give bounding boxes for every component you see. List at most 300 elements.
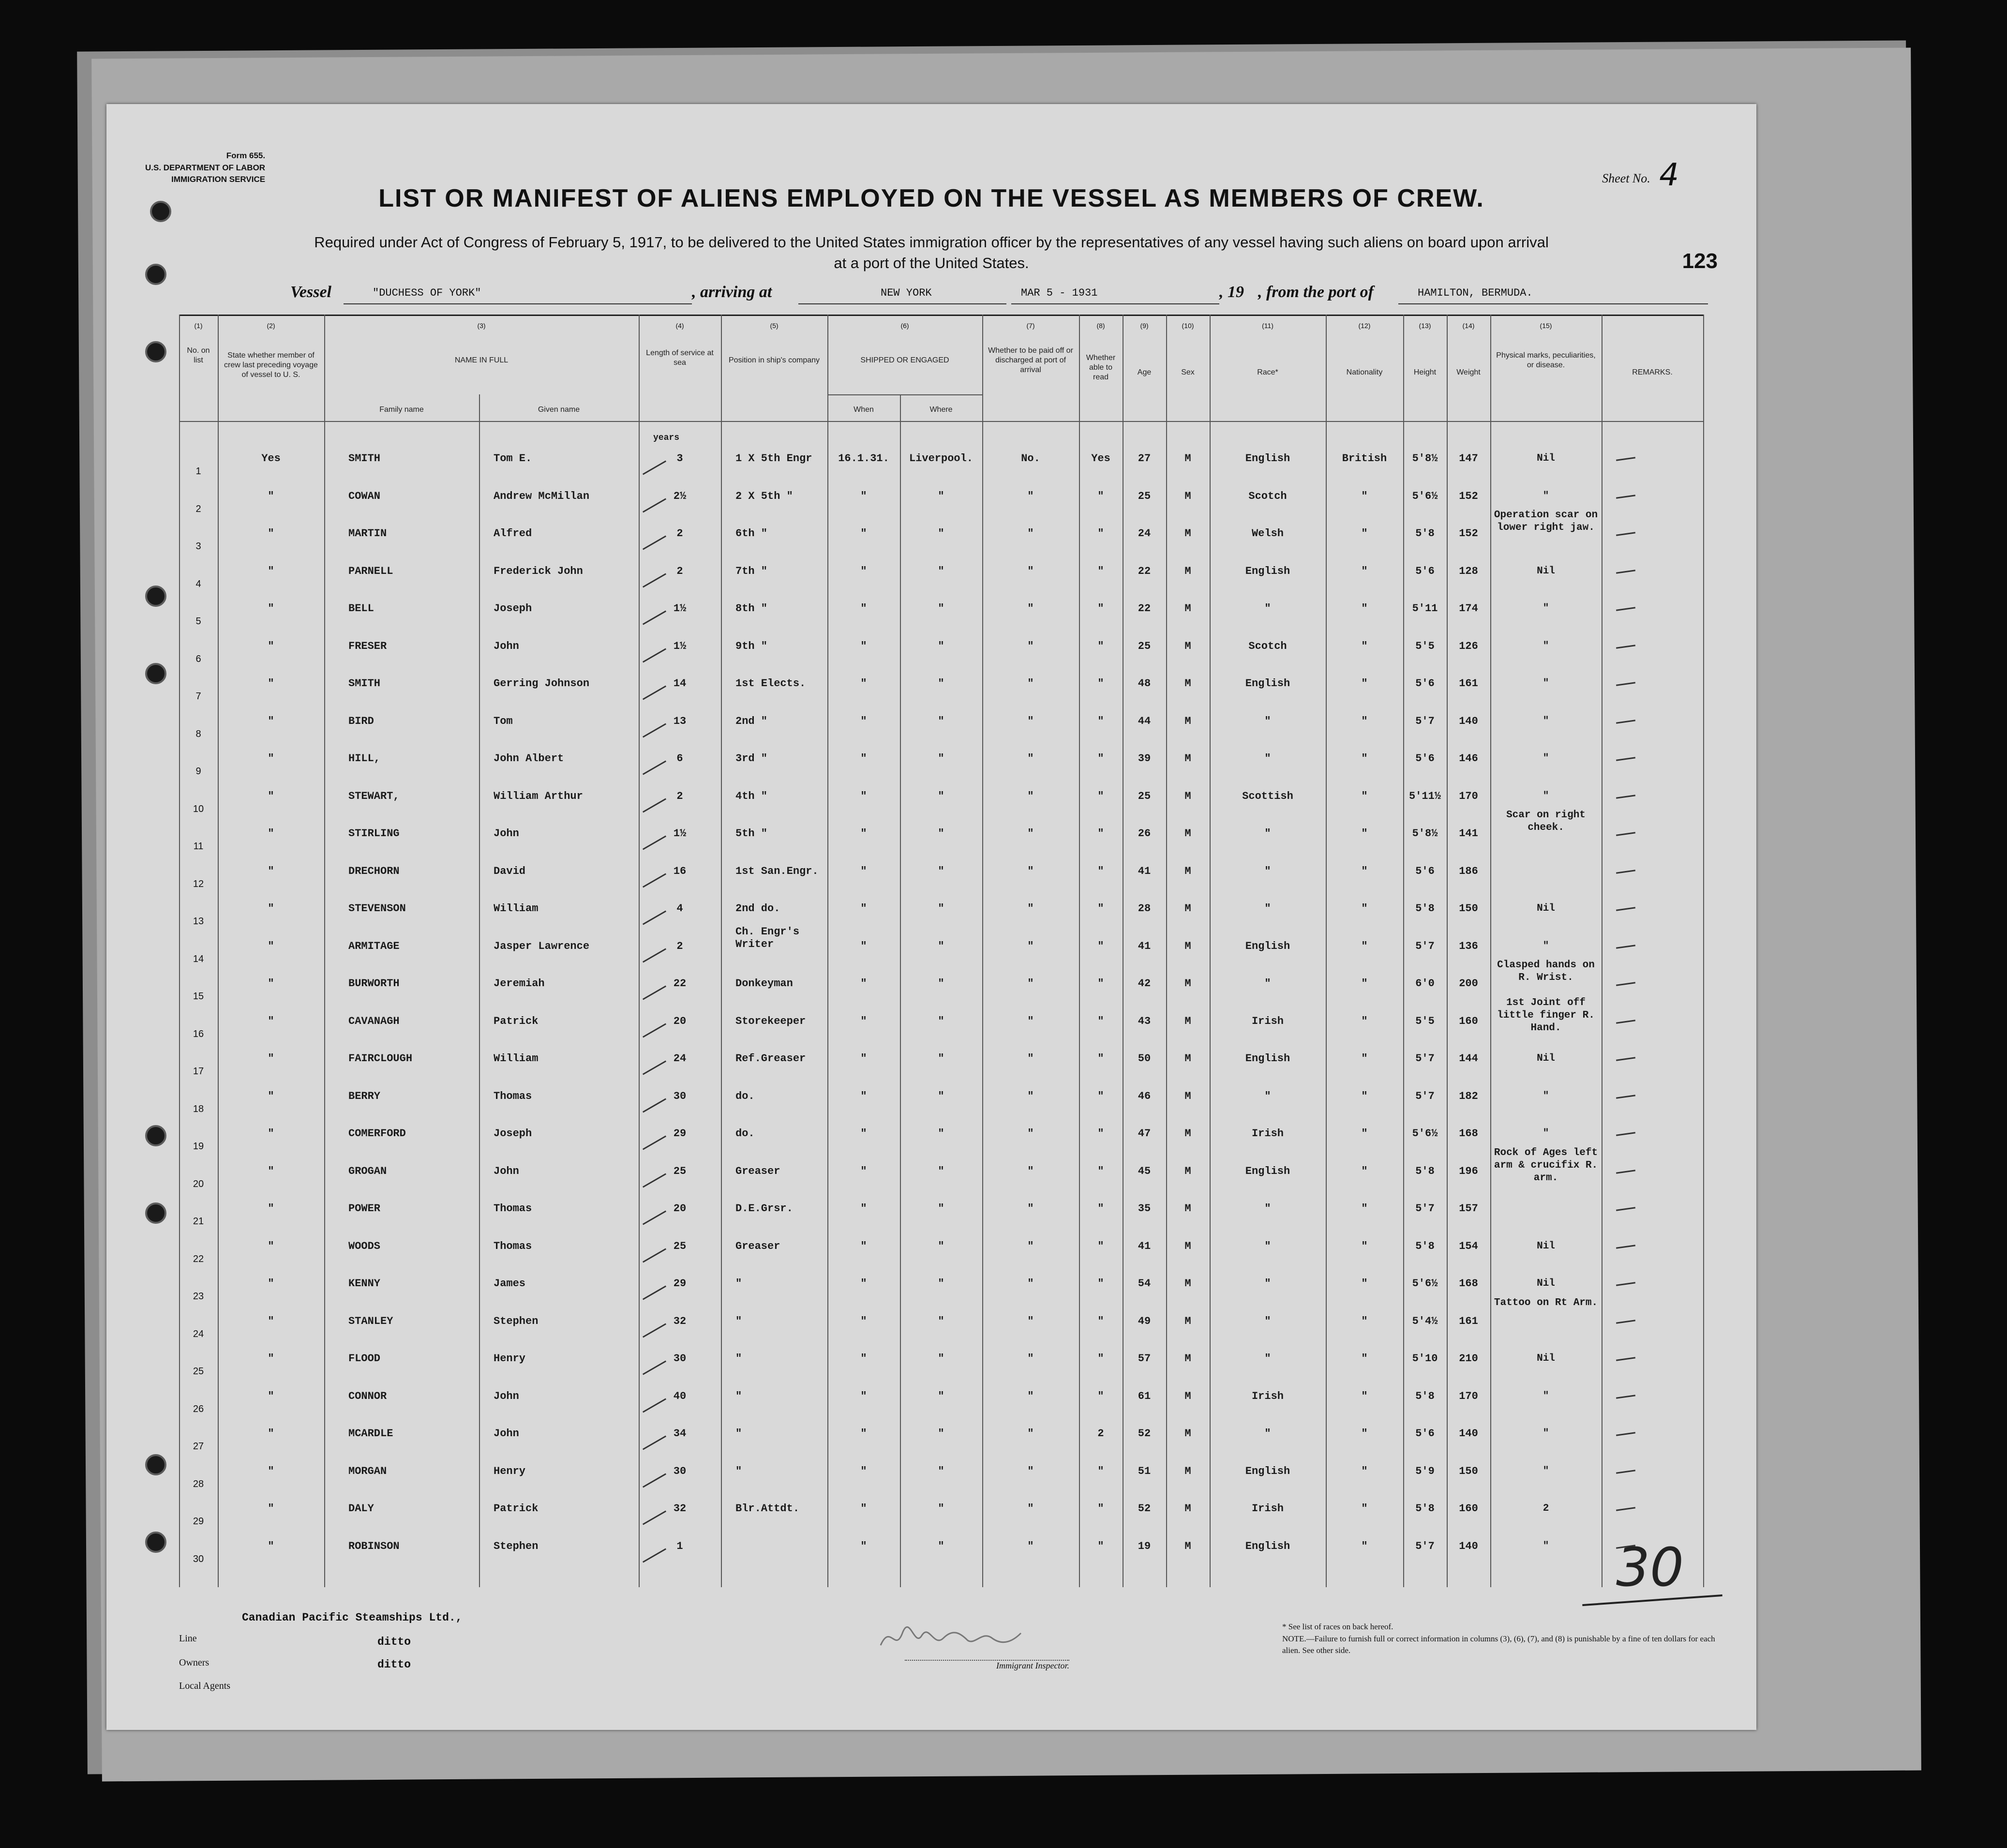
cell-read: " <box>1097 565 1104 577</box>
cell-height: 5'4½ <box>1412 1315 1438 1327</box>
cell-nat: " <box>1361 790 1368 802</box>
cell-paid: " <box>1027 640 1034 652</box>
cell-race: English <box>1245 677 1290 690</box>
column-rule <box>721 315 722 1587</box>
cell-prev: " <box>268 1240 274 1252</box>
agents-label: Local Agents <box>179 1681 231 1691</box>
cell-paid: " <box>1027 490 1034 502</box>
vessel-line <box>290 283 1718 308</box>
cell-paid: " <box>1027 790 1034 802</box>
cell-weight: 157 <box>1459 1202 1478 1215</box>
cell-read: " <box>1097 827 1104 840</box>
cell-sex: M <box>1184 527 1191 540</box>
cell-given: Henry <box>494 1465 526 1477</box>
cell-age: 57 <box>1138 1352 1151 1365</box>
cell-weight: 174 <box>1459 602 1478 615</box>
remark-check-mark <box>1616 607 1635 611</box>
column-header: Nationality <box>1346 368 1383 376</box>
remark-check-mark <box>1616 1095 1635 1099</box>
cell-when: " <box>860 1015 867 1027</box>
cell-given: Gerring Johnson <box>494 677 590 690</box>
cell-age: 54 <box>1138 1277 1151 1290</box>
cell-read: " <box>1097 1052 1104 1065</box>
cell-service: 2 <box>676 940 683 952</box>
cell-weight: 210 <box>1459 1352 1478 1365</box>
cell-when: " <box>860 1202 867 1215</box>
cell-nat: British <box>1342 452 1387 465</box>
cell-position: Ref.Greaser <box>735 1052 806 1065</box>
cell-age: 50 <box>1138 1052 1151 1065</box>
cell-age: 44 <box>1138 715 1151 727</box>
cell-race: " <box>1264 977 1271 990</box>
cell-marks: " <box>1543 753 1549 764</box>
cell-family: WOODS <box>348 1240 381 1252</box>
cell-read: " <box>1097 1240 1104 1252</box>
manifest-page <box>106 104 1756 1730</box>
cell-read: Yes <box>1091 452 1110 465</box>
cell-family: KENNY <box>348 1277 381 1290</box>
cell-service: 2 <box>676 565 683 577</box>
row-number: 1 <box>195 466 201 477</box>
cell-paid: " <box>1027 1540 1034 1552</box>
cell-position: Ch. Engr's Writer <box>735 925 800 950</box>
cell-sex: M <box>1184 790 1191 802</box>
remark-check-mark <box>1616 1245 1635 1249</box>
cell-where: " <box>938 1240 944 1252</box>
column-number: (13) <box>1419 322 1431 330</box>
row-number: 21 <box>193 1216 204 1227</box>
cell-given: William Arthur <box>494 790 583 802</box>
row-number: 26 <box>193 1403 204 1414</box>
column-header: State whether member of crew last preceding voyage of vessel to U. S. <box>224 351 318 379</box>
row-number: 10 <box>193 803 204 814</box>
cell-prev: " <box>268 940 274 952</box>
form-number: Form 655. <box>226 151 266 160</box>
row-number: 19 <box>193 1141 204 1152</box>
cell-service: 16 <box>673 865 687 877</box>
cell-given: Frederick John <box>494 565 583 577</box>
cell-nat: " <box>1361 865 1368 877</box>
cell-given: Alfred <box>494 527 532 540</box>
cell-race: Irish <box>1251 1502 1284 1515</box>
remark-check-mark <box>1616 982 1635 986</box>
remark-check-mark <box>1616 1170 1635 1174</box>
cell-weight: 150 <box>1459 1465 1478 1477</box>
remark-check-mark <box>1616 757 1635 761</box>
cell-where: " <box>938 1052 944 1065</box>
cell-sex: M <box>1184 1240 1191 1252</box>
cell-prev: " <box>268 1015 274 1027</box>
column-header: Physical marks, peculiarities, or disease. <box>1496 351 1596 369</box>
cell-position: Blr.Attdt. <box>735 1502 800 1515</box>
cell-height: 5'11 <box>1412 602 1438 615</box>
row-number: 30 <box>193 1553 204 1564</box>
remark-check-mark <box>1616 907 1635 911</box>
cell-weight: 200 <box>1459 977 1478 990</box>
remark-check-mark <box>1616 1320 1635 1324</box>
cell-position: Storekeeper <box>735 1015 806 1027</box>
cell-read: " <box>1097 715 1104 727</box>
cell-family: COMERFORD <box>348 1127 406 1140</box>
arriving-port: NEW YORK <box>881 287 932 299</box>
cell-position: " <box>735 1277 742 1290</box>
cell-height: 5'8 <box>1415 1390 1435 1402</box>
cell-marks: " <box>1543 678 1549 689</box>
remark-check-mark <box>1616 1357 1635 1361</box>
column-header: NAME IN FULL <box>454 356 509 364</box>
row-number: 14 <box>193 953 204 964</box>
cell-weight: 152 <box>1459 490 1478 502</box>
row-number: 25 <box>193 1366 204 1377</box>
cell-where: " <box>938 752 944 765</box>
cell-where: " <box>938 715 944 727</box>
cell-family: POWER <box>348 1202 381 1215</box>
cell-paid: " <box>1027 752 1034 765</box>
cell-marks: " <box>1543 715 1549 727</box>
cell-prev: " <box>268 1390 274 1402</box>
column-header: Race* <box>1257 368 1278 376</box>
cell-race: " <box>1264 902 1271 915</box>
cell-family: PARNELL <box>348 565 393 577</box>
cell-prev: " <box>268 902 274 915</box>
cell-given: Tom <box>494 715 513 727</box>
cell-weight: 170 <box>1459 790 1478 802</box>
cell-family: FAIRCLOUGH <box>348 1052 413 1065</box>
cell-prev: " <box>268 1052 274 1065</box>
cell-sex: M <box>1184 1315 1191 1327</box>
cell-sex: M <box>1184 1015 1191 1027</box>
from-label: , from the port of <box>1258 283 1374 301</box>
cell-read: " <box>1097 940 1104 952</box>
cell-marks: " <box>1543 1390 1549 1402</box>
cell-service: 1 <box>676 1540 683 1552</box>
row-number: 6 <box>195 653 201 664</box>
cell-given: Jasper Lawrence <box>494 940 590 952</box>
cell-prev: " <box>268 677 274 690</box>
cell-family: MARTIN <box>348 527 387 540</box>
cell-race: " <box>1264 1202 1271 1215</box>
cell-age: 41 <box>1138 865 1151 877</box>
remark-check-mark <box>1616 457 1635 461</box>
cell-age: 46 <box>1138 1090 1151 1102</box>
cell-prev: " <box>268 752 274 765</box>
punch-hole <box>145 264 166 285</box>
cell-read: " <box>1097 1090 1104 1102</box>
cell-paid: " <box>1027 602 1034 615</box>
cell-when: " <box>860 1352 867 1365</box>
cell-sex: M <box>1184 1465 1191 1477</box>
cell-prev: " <box>268 865 274 877</box>
cell-when: " <box>860 1502 867 1515</box>
cell-paid: " <box>1027 865 1034 877</box>
cell-marks: " <box>1543 1465 1549 1477</box>
cell-position: 8th " <box>735 602 768 615</box>
cell-height: 5'9 <box>1415 1465 1435 1477</box>
cell-race: " <box>1264 1240 1271 1252</box>
cell-when: " <box>860 1165 867 1177</box>
cell-sex: M <box>1184 602 1191 615</box>
cell-position: Greaser <box>735 1240 780 1252</box>
cell-sex: M <box>1184 1390 1191 1402</box>
cell-paid: " <box>1027 1127 1034 1140</box>
column-header: Sex <box>1181 368 1195 376</box>
cell-position: 7th " <box>735 565 768 577</box>
cell-age: 45 <box>1138 1165 1151 1177</box>
remark-check-mark <box>1616 1282 1635 1286</box>
remark-check-mark <box>1616 645 1635 649</box>
cell-sex: M <box>1184 452 1191 465</box>
cell-marks: Nil <box>1537 1053 1555 1064</box>
cell-weight: 136 <box>1459 940 1478 952</box>
cell-marks: Nil <box>1537 1240 1555 1252</box>
cell-family: SMITH <box>348 677 381 690</box>
cell-service: 13 <box>673 715 687 727</box>
cell-weight: 170 <box>1459 1390 1478 1402</box>
cell-read: " <box>1097 1390 1104 1402</box>
cell-where: " <box>938 1127 944 1140</box>
cell-where: " <box>938 490 944 502</box>
cell-when: " <box>860 1465 867 1477</box>
page-title: LIST OR MANIFEST OF ALIENS EMPLOYED ON THE VESSEL AS MEMBERS OF CREW. <box>378 184 1484 212</box>
cell-prev: " <box>268 977 274 990</box>
cell-age: 41 <box>1138 940 1151 952</box>
cell-weight: 144 <box>1459 1052 1478 1065</box>
cell-age: 24 <box>1138 527 1151 540</box>
races-note: * See list of races on back hereof. <box>1282 1622 1393 1631</box>
cell-nat: " <box>1361 940 1368 952</box>
cell-position: 6th " <box>735 527 768 540</box>
cell-position: " <box>735 1315 742 1327</box>
cell-marks: Clasped hands on R. Wrist. <box>1497 960 1595 984</box>
row-number: 27 <box>193 1441 204 1452</box>
cell-given: John <box>494 1427 519 1440</box>
cell-weight: 140 <box>1459 715 1478 727</box>
cell-given: John <box>494 827 519 840</box>
column-header: No. on list <box>187 346 210 364</box>
cell-nat: " <box>1361 1540 1368 1552</box>
owners-value: ditto <box>377 1636 411 1648</box>
column-number: (15) <box>1540 322 1552 330</box>
cell-weight: 141 <box>1459 827 1478 840</box>
cell-service: 3 <box>676 452 683 465</box>
cell-paid: " <box>1027 1240 1034 1252</box>
owners-label: Owners <box>179 1657 210 1668</box>
cell-given: David <box>494 865 526 877</box>
cell-when: " <box>860 602 867 615</box>
cell-when: " <box>860 715 867 727</box>
cell-prev: " <box>268 1202 274 1215</box>
cell-service: 30 <box>673 1090 687 1102</box>
subcolumn-header-given: Given name <box>538 406 580 414</box>
cell-nat: " <box>1361 602 1368 615</box>
remark-check-mark <box>1616 1132 1635 1136</box>
cell-height: 5'8 <box>1415 527 1435 540</box>
cell-where: Liverpool. <box>909 452 974 465</box>
cell-paid: " <box>1027 1277 1034 1290</box>
cell-given: Andrew McMillan <box>494 490 590 502</box>
cell-service: 25 <box>673 1165 687 1177</box>
cell-marks: Rock of Ages left arm & crucifix R. arm. <box>1494 1147 1598 1184</box>
cell-when: " <box>860 527 867 540</box>
cell-age: 27 <box>1138 452 1151 465</box>
cell-height: 5'6½ <box>1412 490 1438 502</box>
cell-height: 5'6½ <box>1412 1127 1438 1140</box>
cell-when: " <box>860 940 867 952</box>
column-number: (3) <box>477 322 486 330</box>
cell-family: DALY <box>348 1502 374 1515</box>
cell-service: 4 <box>676 902 683 915</box>
cell-read: " <box>1097 790 1104 802</box>
cell-marks: " <box>1543 640 1549 652</box>
cell-where: " <box>938 640 944 652</box>
cell-marks: Scar on right cheek. <box>1506 810 1586 834</box>
cell-race: Welsh <box>1251 527 1284 540</box>
cell-when: " <box>860 1540 867 1552</box>
cell-height: 5'6 <box>1415 752 1435 765</box>
cell-sex: M <box>1184 1127 1191 1140</box>
row-number: 9 <box>195 766 201 777</box>
cell-read: " <box>1097 1352 1104 1365</box>
row-number: 5 <box>195 616 201 627</box>
cell-weight: 140 <box>1459 1540 1478 1552</box>
cell-service: 2½ <box>673 490 687 502</box>
cell-marks: 1st Joint off little finger R. Hand. <box>1497 997 1595 1034</box>
row-number: 7 <box>195 691 201 702</box>
cell-paid: " <box>1027 1015 1034 1027</box>
cell-prev: " <box>268 1165 274 1177</box>
cell-position: " <box>735 1352 742 1365</box>
cell-marks: Operation scar on lower right jaw. <box>1494 510 1598 534</box>
cell-age: 43 <box>1138 1015 1151 1027</box>
punch-hole <box>145 1202 166 1224</box>
cell-position: 2nd do. <box>735 902 780 915</box>
cell-race: Scotch <box>1248 640 1287 652</box>
remark-check-mark <box>1616 532 1635 536</box>
column-header: Age <box>1137 368 1152 376</box>
row-number: 3 <box>195 541 201 552</box>
row-number: 22 <box>193 1253 204 1264</box>
cell-weight: 152 <box>1459 527 1478 540</box>
cell-where: " <box>938 1465 944 1477</box>
cell-family: MORGAN <box>348 1465 387 1477</box>
cell-sex: M <box>1184 865 1191 877</box>
cell-given: Jeremiah <box>494 977 545 990</box>
cell-age: 48 <box>1138 677 1151 690</box>
cell-where: " <box>938 977 944 990</box>
cell-nat: " <box>1361 1390 1368 1402</box>
cell-weight: 161 <box>1459 1315 1478 1327</box>
cell-position: D.E.Grsr. <box>735 1202 793 1215</box>
cell-sex: M <box>1184 1427 1191 1440</box>
penalty-note: NOTE.—Failure to furnish full or correct information in columns (3), (6), (7), and (8) is punishable by a fine of ten dollars for each alien. See other side. <box>1282 1634 1715 1655</box>
cell-age: 25 <box>1138 490 1151 502</box>
cell-given: Patrick <box>494 1015 539 1027</box>
cell-paid: " <box>1027 902 1034 915</box>
cell-height: 5'8 <box>1415 1165 1435 1177</box>
cell-given: Thomas <box>494 1240 532 1252</box>
remark-check-mark <box>1616 720 1635 724</box>
cell-race: Scottish <box>1242 790 1293 802</box>
inspector-label: Immigrant Inspector. <box>905 1660 1069 1671</box>
punch-hole <box>145 586 166 607</box>
cell-height: 5'6 <box>1415 677 1435 690</box>
cell-where: " <box>938 602 944 615</box>
cell-prev: " <box>268 1090 274 1102</box>
cell-race: " <box>1264 1427 1271 1440</box>
cell-when: " <box>860 790 867 802</box>
cell-sex: M <box>1184 902 1191 915</box>
cell-where: " <box>938 1540 944 1552</box>
cell-where: " <box>938 1390 944 1402</box>
cell-service: 30 <box>673 1352 687 1365</box>
cell-family: ROBINSON <box>348 1540 400 1552</box>
cell-race: " <box>1264 1090 1271 1102</box>
cell-sex: M <box>1184 677 1191 690</box>
cell-family: CONNOR <box>348 1390 387 1402</box>
cell-nat: " <box>1361 902 1368 915</box>
cell-given: James <box>494 1277 526 1290</box>
cell-when: " <box>860 1277 867 1290</box>
cell-prev: " <box>268 602 274 615</box>
cell-weight: 160 <box>1459 1015 1478 1027</box>
column-number: (10) <box>1182 322 1194 330</box>
cell-read: " <box>1097 602 1104 615</box>
arrival-date: MAR 5 - 1931 <box>1021 287 1098 299</box>
cell-paid: " <box>1027 677 1034 690</box>
cell-height: 5'8½ <box>1412 827 1438 840</box>
cell-nat: " <box>1361 1052 1368 1065</box>
cell-when: " <box>860 1090 867 1102</box>
row-number: 24 <box>193 1328 204 1339</box>
cell-service: 29 <box>673 1277 687 1290</box>
cell-nat: " <box>1361 1427 1368 1440</box>
cell-height: 5'8 <box>1415 1502 1435 1515</box>
remark-check-mark <box>1616 795 1635 799</box>
cell-race: " <box>1264 827 1271 840</box>
remark-check-mark <box>1616 1432 1635 1436</box>
cell-sex: M <box>1184 1277 1191 1290</box>
cell-race: " <box>1264 602 1271 615</box>
cell-prev: " <box>268 1352 274 1365</box>
remark-check-mark <box>1616 570 1635 574</box>
cell-read: " <box>1097 752 1104 765</box>
cell-where: " <box>938 865 944 877</box>
column-number: (11) <box>1262 322 1273 330</box>
cell-nat: " <box>1361 715 1368 727</box>
cell-weight: 182 <box>1459 1090 1478 1102</box>
cell-age: 41 <box>1138 1240 1151 1252</box>
cell-sex: M <box>1184 827 1191 840</box>
cell-height: 5'8 <box>1415 902 1435 915</box>
cell-service: 30 <box>673 1465 687 1477</box>
total-count: 30 <box>1616 1536 1684 1598</box>
row-number: 29 <box>193 1516 204 1527</box>
cell-when: " <box>860 490 867 502</box>
cell-family: DRECHORN <box>348 865 400 877</box>
cell-sex: M <box>1184 1165 1191 1177</box>
years-label: years <box>653 433 680 443</box>
cell-read: " <box>1097 865 1104 877</box>
cell-service: 32 <box>673 1502 687 1515</box>
cell-given: Stephen <box>494 1540 539 1552</box>
cell-height: 5'6 <box>1415 565 1435 577</box>
cell-position: 1 X 5th Engr <box>735 452 812 465</box>
cell-age: 61 <box>1138 1390 1151 1402</box>
cell-age: 35 <box>1138 1202 1151 1215</box>
row-number: 23 <box>193 1291 204 1302</box>
cell-given: John Albert <box>494 752 564 765</box>
row-number: 13 <box>193 916 204 927</box>
